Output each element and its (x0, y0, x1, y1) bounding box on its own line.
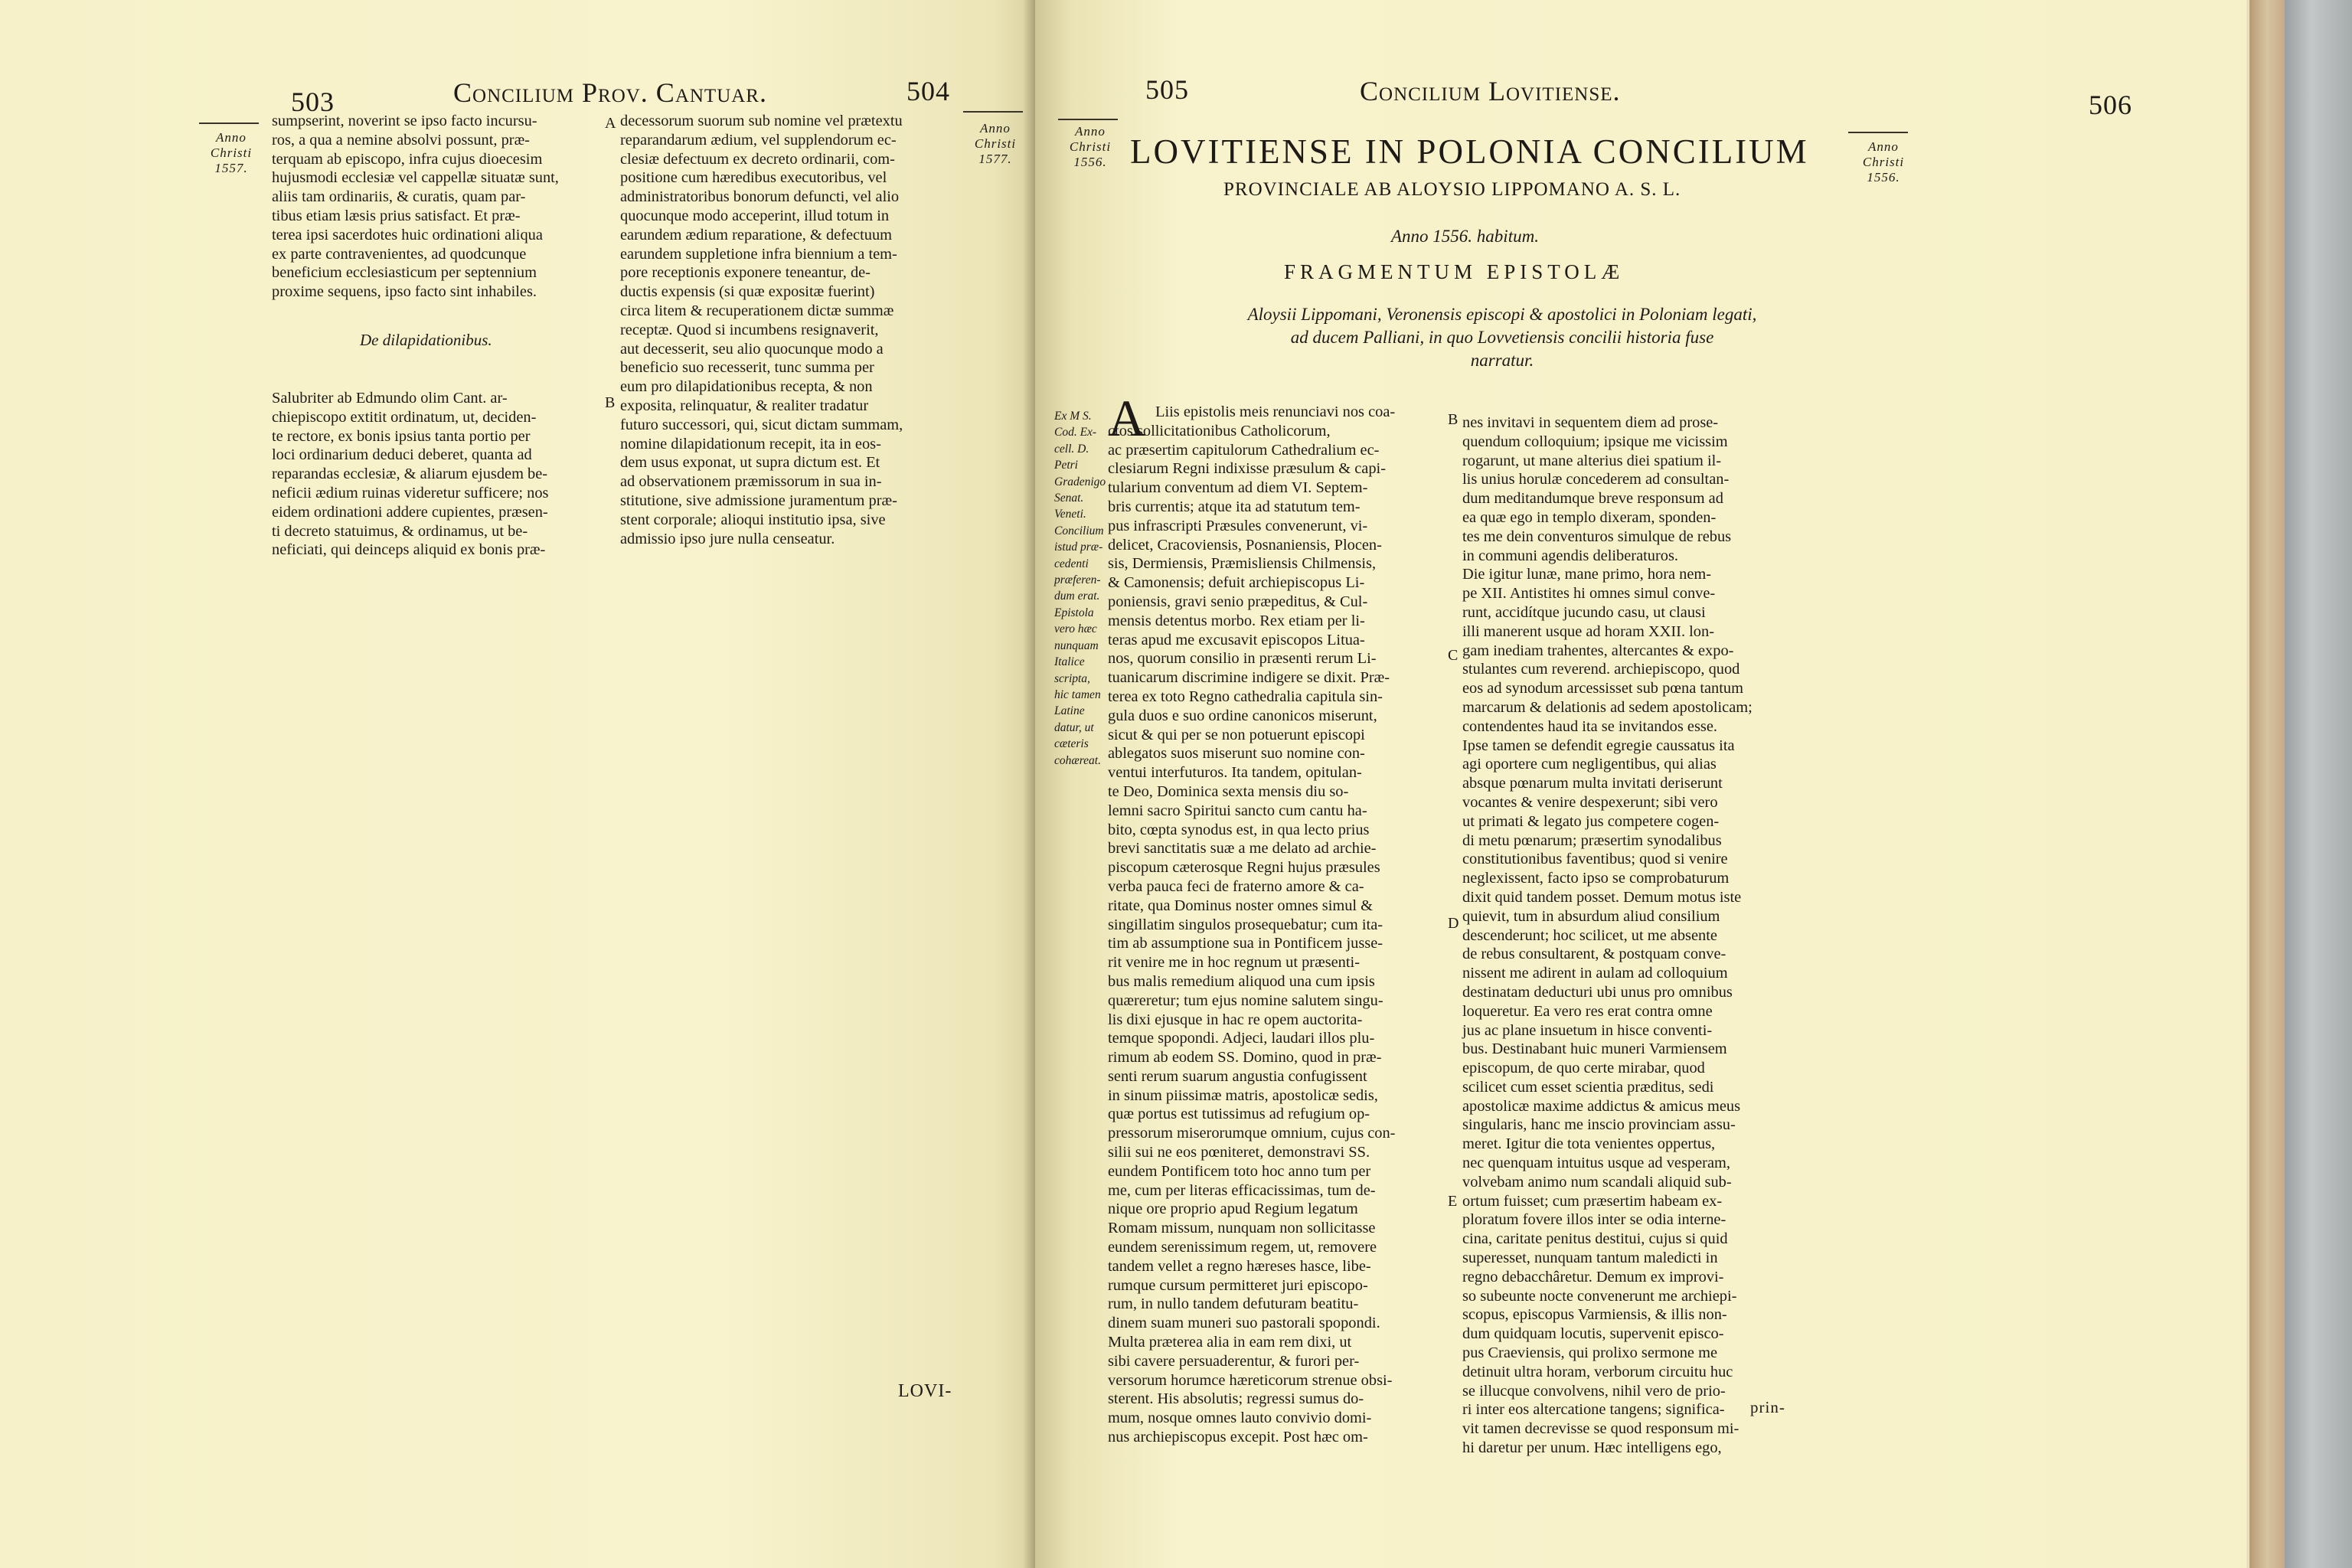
date-line: Anno 1556. habitum. (1391, 227, 1539, 246)
right-page (1035, 0, 2246, 1568)
column-1-bottom-text: Salubriter ab Edmundo olim Cant. ar- chiepiscopo extitit ordinatum, ut, deciden- te rectore, ex bonis ipsius tanta portio per loci ordinarium deduci deberet, quanta ad reparandas ecclesiæ, & aliarum ejusdem be- neficii ædium ruinas videretur sufficere; nos eidem ordinationi addere cupientes, præsen- ti decreto statuimus, & ordinamus, ut be- neficiati, qui deinceps aliquid ex bonis præ- (272, 390, 549, 559)
running-head-left: Concilium Prov. Cantuar. (453, 77, 767, 108)
page-number-505: 505 (1145, 74, 1189, 105)
margin-letter-c-r: C (1448, 647, 1459, 664)
section-heading-dilapidationibus: De dilapidationibus. (360, 331, 492, 349)
source-marginal-note: Ex M S. Cod. Ex- cell. D. Petri Gradenigo Senat. Veneti. Concilium istud præ- cedenti præferen- dum erat. Epistola vero hæc nunquam Italice scripta, hic tamen Latine datur, ut cæteris cohæreat. (1054, 410, 1106, 767)
book-cover-edge (2249, 0, 2285, 1568)
document-subtitle: PROVINCIALE AB ALOYSIO LIPPOMANO A. S. L. (1223, 179, 1681, 200)
margin-rule-left-r (1058, 119, 1118, 120)
column-2-text: decessorum suorum sub nomine vel prætextu reparandarum ædium, vel supplendorum ec- clesiæ defectuum ex decreto ordinarii, com- positione cum hæredibus executoribus, vel administratoribus bonorum defuncti, vel alio quocunque modo acceperint, illud totum in earundem ædium reparatione, & defectuum earundem suppletione infra biennium a tem- pore receptionis exponere teneantur, de- ductis expensis (si quæ expositæ fuerint) circa litem & recuperationem dictæ summæ receptæ. Quod si incumbens resignaverit, aut decesserit, seu alio quocunque modo a beneficio suo recesserit, tunc summa per eum pro dilapidationibus recepta, & non exposita, relinquatur, & realiter tradatur futuro successori, qui, sicut dictam summam, nomine dilapidationum recepit, ita in eos- dem usus exponat, ut supra dictum est. Et ad observationem præmissorum in sua in- stitutione, sive admissione juramentum præ- stent corporale; alioqui institutio ipsa, sive admissio ipso jure nulla censeatur. (620, 113, 903, 547)
margin-year-left: Anno Christi 1557. (210, 130, 253, 175)
margin-year-right-r: Anno Christi 1556. (1862, 139, 1905, 185)
catchword-left: LOVI- (898, 1381, 952, 1401)
running-head-right: Concilium Lovitiense. (1360, 76, 1621, 106)
margin-letter-b-r: B (1448, 411, 1459, 428)
column-2-text-r: nes invitavi in sequentem diem ad prose- quendum colloquium; ipsique me vicissim rogarunt, ut mane alterius diei spatium il- lis unius horulæ concederem ad consultan- dum meditandumque breve responsum ad ea quæ ego in templo dixeram, sponden- tes me dein conventuros simulque de rebus in communi agendis deliberaturos. Die igitur lunæ, mane primo, hora nem- pe XII. Antistites hi omnes simul conve- runt, accidítque jucundo casu, ut clausi illi manerent usque ad horam XXII. lon- gam inediam trahentes, altercantes & expo- stulantes cum reverend. archiepiscopo, quod eos ad synodum arcessisset sub pœna tantum marcarum & delationis ad sedem apostolicam; contendentes haud ita se invitandos esse. Ipse tamen se defendit egregie caussatus ita agi oportere cum negligentibus, qui alias absque pœnarum multa invitati deriserunt vocantes & venire despexerunt; sibi vero ut primati & legato jus competere cogen- di metu pœnarum; præsertim synodalibus constitutionibus faventibus; quod si venire neglexissent, facto ipso se comprobaturum dixit quid tandem posset. Demum motus iste quievit, tum in absurdum aliud consilium descenderunt; hoc scilicet, ut me absente de rebus consultarent, & postquam conve- nissent me adirent in aulam ad colloquium destinatam deducturi ubi unus pro omnibus loqueretur. Ea vero res erat contra omne jus ac plane insuetum in hisce conventi- bus. Destinabant huic muneri Varmiensem episcopum, de quo certe mirabar, quod scilicet cum esset scientia præditus, sedi apostolicæ maxime addictus & amicus meus singularis, hanc me inscio provinciam assu- meret. Igitur die tota venientes oppertus, nec quenquam intuitus usque ad vesperam, volvebam animo num scandali aliquid sub- ortum fuisset; cum præsertim habeam ex- ploratum fovere illos inter se odia interne- cina, caritate penitus destitui, cujus si quid superesset, nunquam tantum maledicti in regno debacchâretur. Demum ex improvi- so subeunte nocte convenerunt me archiepi- scopus, episcopus Varmiensis, & illis non- dum quidquam locutis, supervenit episco- pus Craeviensis, qui prolixo sermone me detinuit ultra horam, verborum circuitu huc se illucque convolvens, nihil vero de prio- ri inter eos altercatione tangens; significa- vit tamen decrevisse se quod responsum mi- hi daretur per unum. Hæc intelligens ego, (1462, 414, 1753, 1457)
epistle-intro: Aloysii Lippomani, Veronensis episcopi & apostolici in Poloniam legati, ad ducem Palliani, in quo Lovvetiensis concilii historia fuse narratur. (1247, 305, 1757, 370)
margin-year-left-r: Anno Christi 1556. (1069, 124, 1112, 169)
margin-letter-d-r: D (1448, 915, 1459, 932)
margin-rule-right (963, 111, 1023, 113)
column-1-text-r: Liis epistolis meis renunciavi nos coa- ctos sollicitationibus Catholicorum, ac præsertim capitulorum Cathedralium ec- clesiarum Regni indixisse præsulum & capi- tularium conventum ad diem VI. Septem- bris currentis; atque ita ad statutum tem- pus infrascripti Præsules convenerunt, vi- delicet, Cracoviensis, Posnaniensis, Plocen- sis, Dermiensis, Præmisliensis Chilmensis, & Camonensis; defuit archiepiscopus Li- poniensis, gravi senio præpeditus, & Cul- mensis detentus morbo. Rex etiam per li- teras apud me excusavit episcopos Litua- nos, quorum consilio in præsenti rerum Li- tuanicarum discrimine indigere se dixit. Præ- terea ex toto Regno cathedralia capitula sin- gula duos e suo ordine canonicos miserunt, sicut & qui per se non potuerunt episcopi ablegatos suos miserunt suo nomine con- ventui interfuturos. Ita tandem, opitulan- te Deo, Dominica sexta mensis diu so- lemni sacro Spiritui sancto cum cantu ha- bito, cœpta synodus est, in qua lecto prius brevi sanctitatis suæ a me delato ad archie- piscopum cæterosque Regni hujus præsules verba pauca feci de fraterno amore & ca- ritate, qua Dominus noster omnes simul & singillatim singulos prosequebatur; cum ita- tim ab assumptione sua in Pontificem jusse- rit venire me in hoc regnum ut præsenti- bus malis remedium aliquod una cum ipsis quæreretur; tum ejus nomine salutem singu- lis dixi ejusque in hac re opem auctorita- temque spopondi. Adjeci, laudari illos plu- rimum ab eodem SS. Domino, quod in præ- senti rerum suarum angustia confugissent in sinum piissimæ matris, apostolicæ sedis, quæ portus est tutissimus ad refugium op- pressorum miserorumque omnium, cujus con- silii sui ne eos pœniteret, demonstravi SS. eundem Pontificem toto hoc anno tum per me, cum per literas efficacissimas, tum de- nique ore proprio apud Regium legatum Romam missum, nunquam non sollicitasse eundem serenissimum regem, ut, removere tandem vellet a regno hæreses hasce, libe- rumque cursum permitteret juri episcopo- rum, in nullo tandem defuturam beatitu- dinem suam muneri suo pastorali spopondi. Multa præterea alia in eam rem dixi, ut sibi cavere persuaderentur, & furori per- versorum horumce hæreticorum strenue obsi- sterent. His absolutis; regressi sumus do- mum, nosque omnes lauto convivio domi- nus archiepiscopus excepit. Post hæc om- (1108, 403, 1396, 1446)
margin-letter-b: B (605, 394, 616, 411)
margin-rule-left (199, 122, 259, 124)
page-number-506: 506 (2089, 90, 2132, 120)
margin-year-right: Anno Christi 1577. (974, 121, 1017, 166)
drop-cap-initial: A (1108, 389, 1146, 447)
margin-letter-e-r: E (1448, 1193, 1458, 1210)
left-page (0, 0, 1035, 1568)
page-number-503: 503 (291, 87, 335, 117)
background-surface (2285, 0, 2352, 1568)
margin-rule-right-r (1848, 132, 1908, 133)
margin-letter-a: A (605, 115, 616, 132)
catchword-right: prin- (1750, 1398, 1785, 1416)
document-title: LOVITIENSE IN POLONIA CONCILIUM (1130, 132, 1809, 171)
fragment-heading: FRAGMENTUM EPISTOLÆ (1284, 260, 1625, 283)
column-1-top-text: sumpserint, noverint se ipso facto incursu- ros, a qua a nemine absolvi possunt, præ- terquam ab episcopo, infra cujus dioecesim hujusmodi ecclesiæ vel cappellæ situatæ sunt, aliis tam ordinariis, & curatis, quam par- tibus etiam læsis prius satisfact. Et præ- terea ipsi sacerdotes huic ordinationi aliqua ex parte contravenientes, ad quodcunque beneficium ecclesiasticum per septennium proxime sequens, ipso facto sint inhabiles. (272, 113, 559, 301)
page-number-504: 504 (906, 76, 950, 106)
